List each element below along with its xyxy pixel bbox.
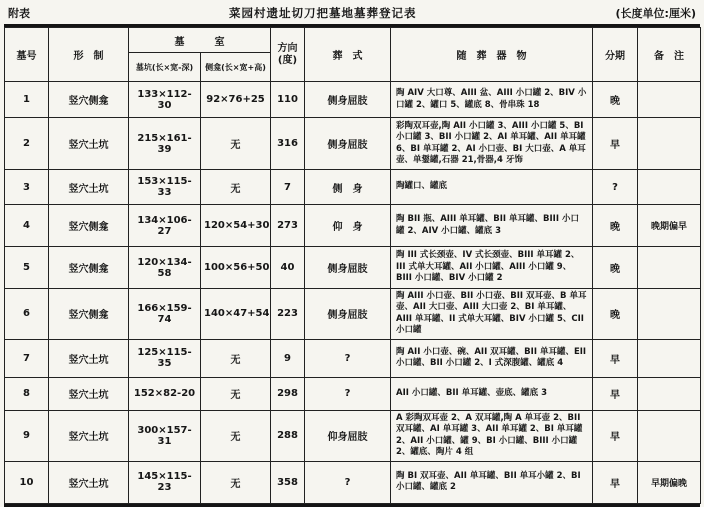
cell-form: 竖穴侧龛 <box>49 247 129 289</box>
cell-grave-no: 6 <box>5 289 49 340</box>
cell-grave-goods: 陶 III 式长颈壶、IV 式长颈壶、BIII 单耳罐 2、III 式单大耳罐、AII 小口罐、AIII 小口罐 9、BIII 小口罐、BIV 小口罐 2 <box>391 247 593 289</box>
cell-note: 早期偏晚 <box>638 461 701 503</box>
cell-pit-dimensions: 152×82-20 <box>129 377 201 410</box>
cell-pit-dimensions: 215×161-39 <box>129 118 201 170</box>
table-row <box>5 377 701 410</box>
cell-burial-style: 侧身屈肢 <box>305 289 391 340</box>
cell-pit-dimensions: 120×134-58 <box>129 247 201 289</box>
cell-period: 早 <box>593 339 638 377</box>
cell-burial-style: 仰身屈肢 <box>305 410 391 461</box>
cell-note: 晚期偏早 <box>638 205 701 247</box>
cell-niche-dimensions: 无 <box>201 118 271 170</box>
cell-direction: 223 <box>271 289 305 340</box>
cell-note <box>638 339 701 377</box>
cell-direction: 7 <box>271 170 305 205</box>
col-header-direction <box>271 28 305 82</box>
cell-note <box>638 247 701 289</box>
cell-burial-style: 仰 身 <box>305 205 391 247</box>
cell-direction: 316 <box>271 118 305 170</box>
cell-form: 竖穴土坑 <box>49 170 129 205</box>
cell-grave-no: 7 <box>5 339 49 377</box>
cell-grave-no: 10 <box>5 461 49 503</box>
cell-direction: 9 <box>271 339 305 377</box>
cell-form: 竖穴土坑 <box>49 461 129 503</box>
cell-grave-goods: 陶 AII 小口壶、碗、AII 双耳罐、BII 单耳罐、EII 小口罐、BII 小口罐 2、I 式深腹罐、罐底 4 <box>391 339 593 377</box>
cell-niche-dimensions: 140×47+54 <box>201 289 271 340</box>
cell-period: 早 <box>593 118 638 170</box>
cell-period: 晚 <box>593 82 638 118</box>
cell-niche-dimensions: 无 <box>201 461 271 503</box>
cell-grave-goods: AII 小口罐、BII 单耳罐、壶底、罐底 3 <box>391 377 593 410</box>
cell-pit-dimensions: 300×157-31 <box>129 410 201 461</box>
cell-grave-goods: 陶 AIV 大口尊、AIII 盆、AIII 小口罐 2、BIV 小口罐 2、罐口 5、罐底 8、骨串珠 18 <box>391 82 593 118</box>
header-row-top <box>5 28 701 53</box>
cell-pit-dimensions: 153×115-33 <box>129 170 201 205</box>
burial-register-table <box>4 27 701 504</box>
col-header-chamber-group: 墓 室 <box>129 28 271 53</box>
col-header-grave-no: 墓号 <box>5 28 49 82</box>
table-row <box>5 118 701 170</box>
cell-form: 竖穴土坑 <box>49 410 129 461</box>
cell-burial-style: 侧身屈肢 <box>305 82 391 118</box>
col-header-pit: 墓坑(长×宽-深) <box>129 53 201 82</box>
col-header-grave-goods: 随 葬 器 物 <box>391 28 593 82</box>
cell-form: 竖穴土坑 <box>49 339 129 377</box>
col-header-period: 分期 <box>593 28 638 82</box>
cell-form: 竖穴侧龛 <box>49 289 129 340</box>
col-header-form: 形 制 <box>49 28 129 82</box>
col-header-notes: 备 注 <box>638 28 701 82</box>
cell-form: 竖穴侧龛 <box>49 205 129 247</box>
cell-burial-style: 侧 身 <box>305 170 391 205</box>
cell-niche-dimensions: 120×54+30 <box>201 205 271 247</box>
cell-grave-no: 9 <box>5 410 49 461</box>
page-title: 菜园村遗址切刀把墓地墓葬登记表 <box>229 6 417 20</box>
cell-period: 晚 <box>593 205 638 247</box>
cell-pit-dimensions: 125×115-35 <box>129 339 201 377</box>
cell-period: ? <box>593 170 638 205</box>
table-row <box>5 461 701 503</box>
cell-burial-style: 侧身屈肢 <box>305 118 391 170</box>
cell-period: 早 <box>593 461 638 503</box>
table-row <box>5 247 701 289</box>
burial-register-table-frame <box>4 24 700 507</box>
cell-form: 竖穴土坑 <box>49 377 129 410</box>
cell-niche-dimensions: 100×56+50 <box>201 247 271 289</box>
cell-grave-goods: 陶罐口、罐底 <box>391 170 593 205</box>
cell-note <box>638 410 701 461</box>
cell-niche-dimensions: 无 <box>201 410 271 461</box>
cell-burial-style: 侧身屈肢 <box>305 247 391 289</box>
cell-niche-dimensions: 无 <box>201 377 271 410</box>
cell-period: 早 <box>593 377 638 410</box>
table-row <box>5 170 701 205</box>
cell-note <box>638 82 701 118</box>
table-row <box>5 339 701 377</box>
cell-direction: 273 <box>271 205 305 247</box>
cell-grave-goods: 陶 BI 双耳壶、AII 单耳罐、BII 单耳小罐 2、BI 小口罐、罐底 2 <box>391 461 593 503</box>
cell-burial-style: ? <box>305 377 391 410</box>
cell-grave-no: 2 <box>5 118 49 170</box>
cell-burial-style: ? <box>305 461 391 503</box>
cell-period: 晚 <box>593 247 638 289</box>
table-body <box>5 82 701 504</box>
col-header-niche: 侧龛(长×宽+高) <box>201 53 271 82</box>
cell-niche-dimensions: 无 <box>201 339 271 377</box>
cell-direction: 110 <box>271 82 305 118</box>
corner-label: 附表 <box>8 7 30 20</box>
unit-note: (长度单位:厘米) <box>615 7 696 20</box>
cell-grave-goods: A 彩陶双耳壶 2、A 双耳罐,陶 A 单耳壶 2、BII 双耳罐、AI 单耳罐 3、AII 单耳罐 2、BI 单耳罐 2、AII 小口罐、罐 9、BI 小口罐、BIII 小口罐 2、罐底、陶片 4 组 <box>391 410 593 461</box>
cell-form: 竖穴侧龛 <box>49 82 129 118</box>
cell-period: 晚 <box>593 289 638 340</box>
cell-grave-goods: 陶 BII 瓶、AIII 单耳罐、BII 单耳罐、BIII 小口罐 2、AIV 小口罐、罐底 3 <box>391 205 593 247</box>
cell-form: 竖穴土坑 <box>49 118 129 170</box>
cell-pit-dimensions: 134×106-27 <box>129 205 201 247</box>
page-header <box>0 0 704 24</box>
table-row <box>5 289 701 340</box>
cell-direction: 298 <box>271 377 305 410</box>
cell-note <box>638 170 701 205</box>
cell-grave-no: 1 <box>5 82 49 118</box>
cell-period: 早 <box>593 410 638 461</box>
cell-direction: 40 <box>271 247 305 289</box>
col-header-direction-line2: (度) <box>277 54 298 66</box>
col-header-direction-line1: 方向 <box>277 42 298 54</box>
cell-pit-dimensions: 133×112-30 <box>129 82 201 118</box>
cell-burial-style: ? <box>305 339 391 377</box>
cell-grave-goods: 陶 AIII 小口壶、BII 小口壶、BII 双耳壶、B 单耳壶、AII 大口壶、AIII 大口壶 2、BI 单耳罐、AIII 单耳罐、II 式单大耳罐、BIV 小口罐 5、CII 小口罐 <box>391 289 593 340</box>
table-row <box>5 82 701 118</box>
cell-note <box>638 118 701 170</box>
cell-grave-no: 3 <box>5 170 49 205</box>
cell-note <box>638 289 701 340</box>
cell-note <box>638 377 701 410</box>
col-header-burial-style: 葬 式 <box>305 28 391 82</box>
table-row <box>5 410 701 461</box>
cell-direction: 358 <box>271 461 305 503</box>
cell-grave-no: 4 <box>5 205 49 247</box>
cell-pit-dimensions: 145×115-23 <box>129 461 201 503</box>
table-row <box>5 205 701 247</box>
cell-pit-dimensions: 166×159-74 <box>129 289 201 340</box>
cell-niche-dimensions: 无 <box>201 170 271 205</box>
cell-grave-no: 5 <box>5 247 49 289</box>
cell-grave-goods: 彩陶双耳壶,陶 AII 小口罐 3、AIII 小口罐 5、BI 小口罐 3、BII 小口罐 2、AI 单耳罐、AII 单耳罐 6、BI 单耳罐 2、AI 小口壶、BI 大口壶、A 单耳壶、单鋬罐,石器 21,骨器,4 牙饰 <box>391 118 593 170</box>
cell-grave-no: 8 <box>5 377 49 410</box>
cell-direction: 288 <box>271 410 305 461</box>
cell-niche-dimensions: 92×76+25 <box>201 82 271 118</box>
